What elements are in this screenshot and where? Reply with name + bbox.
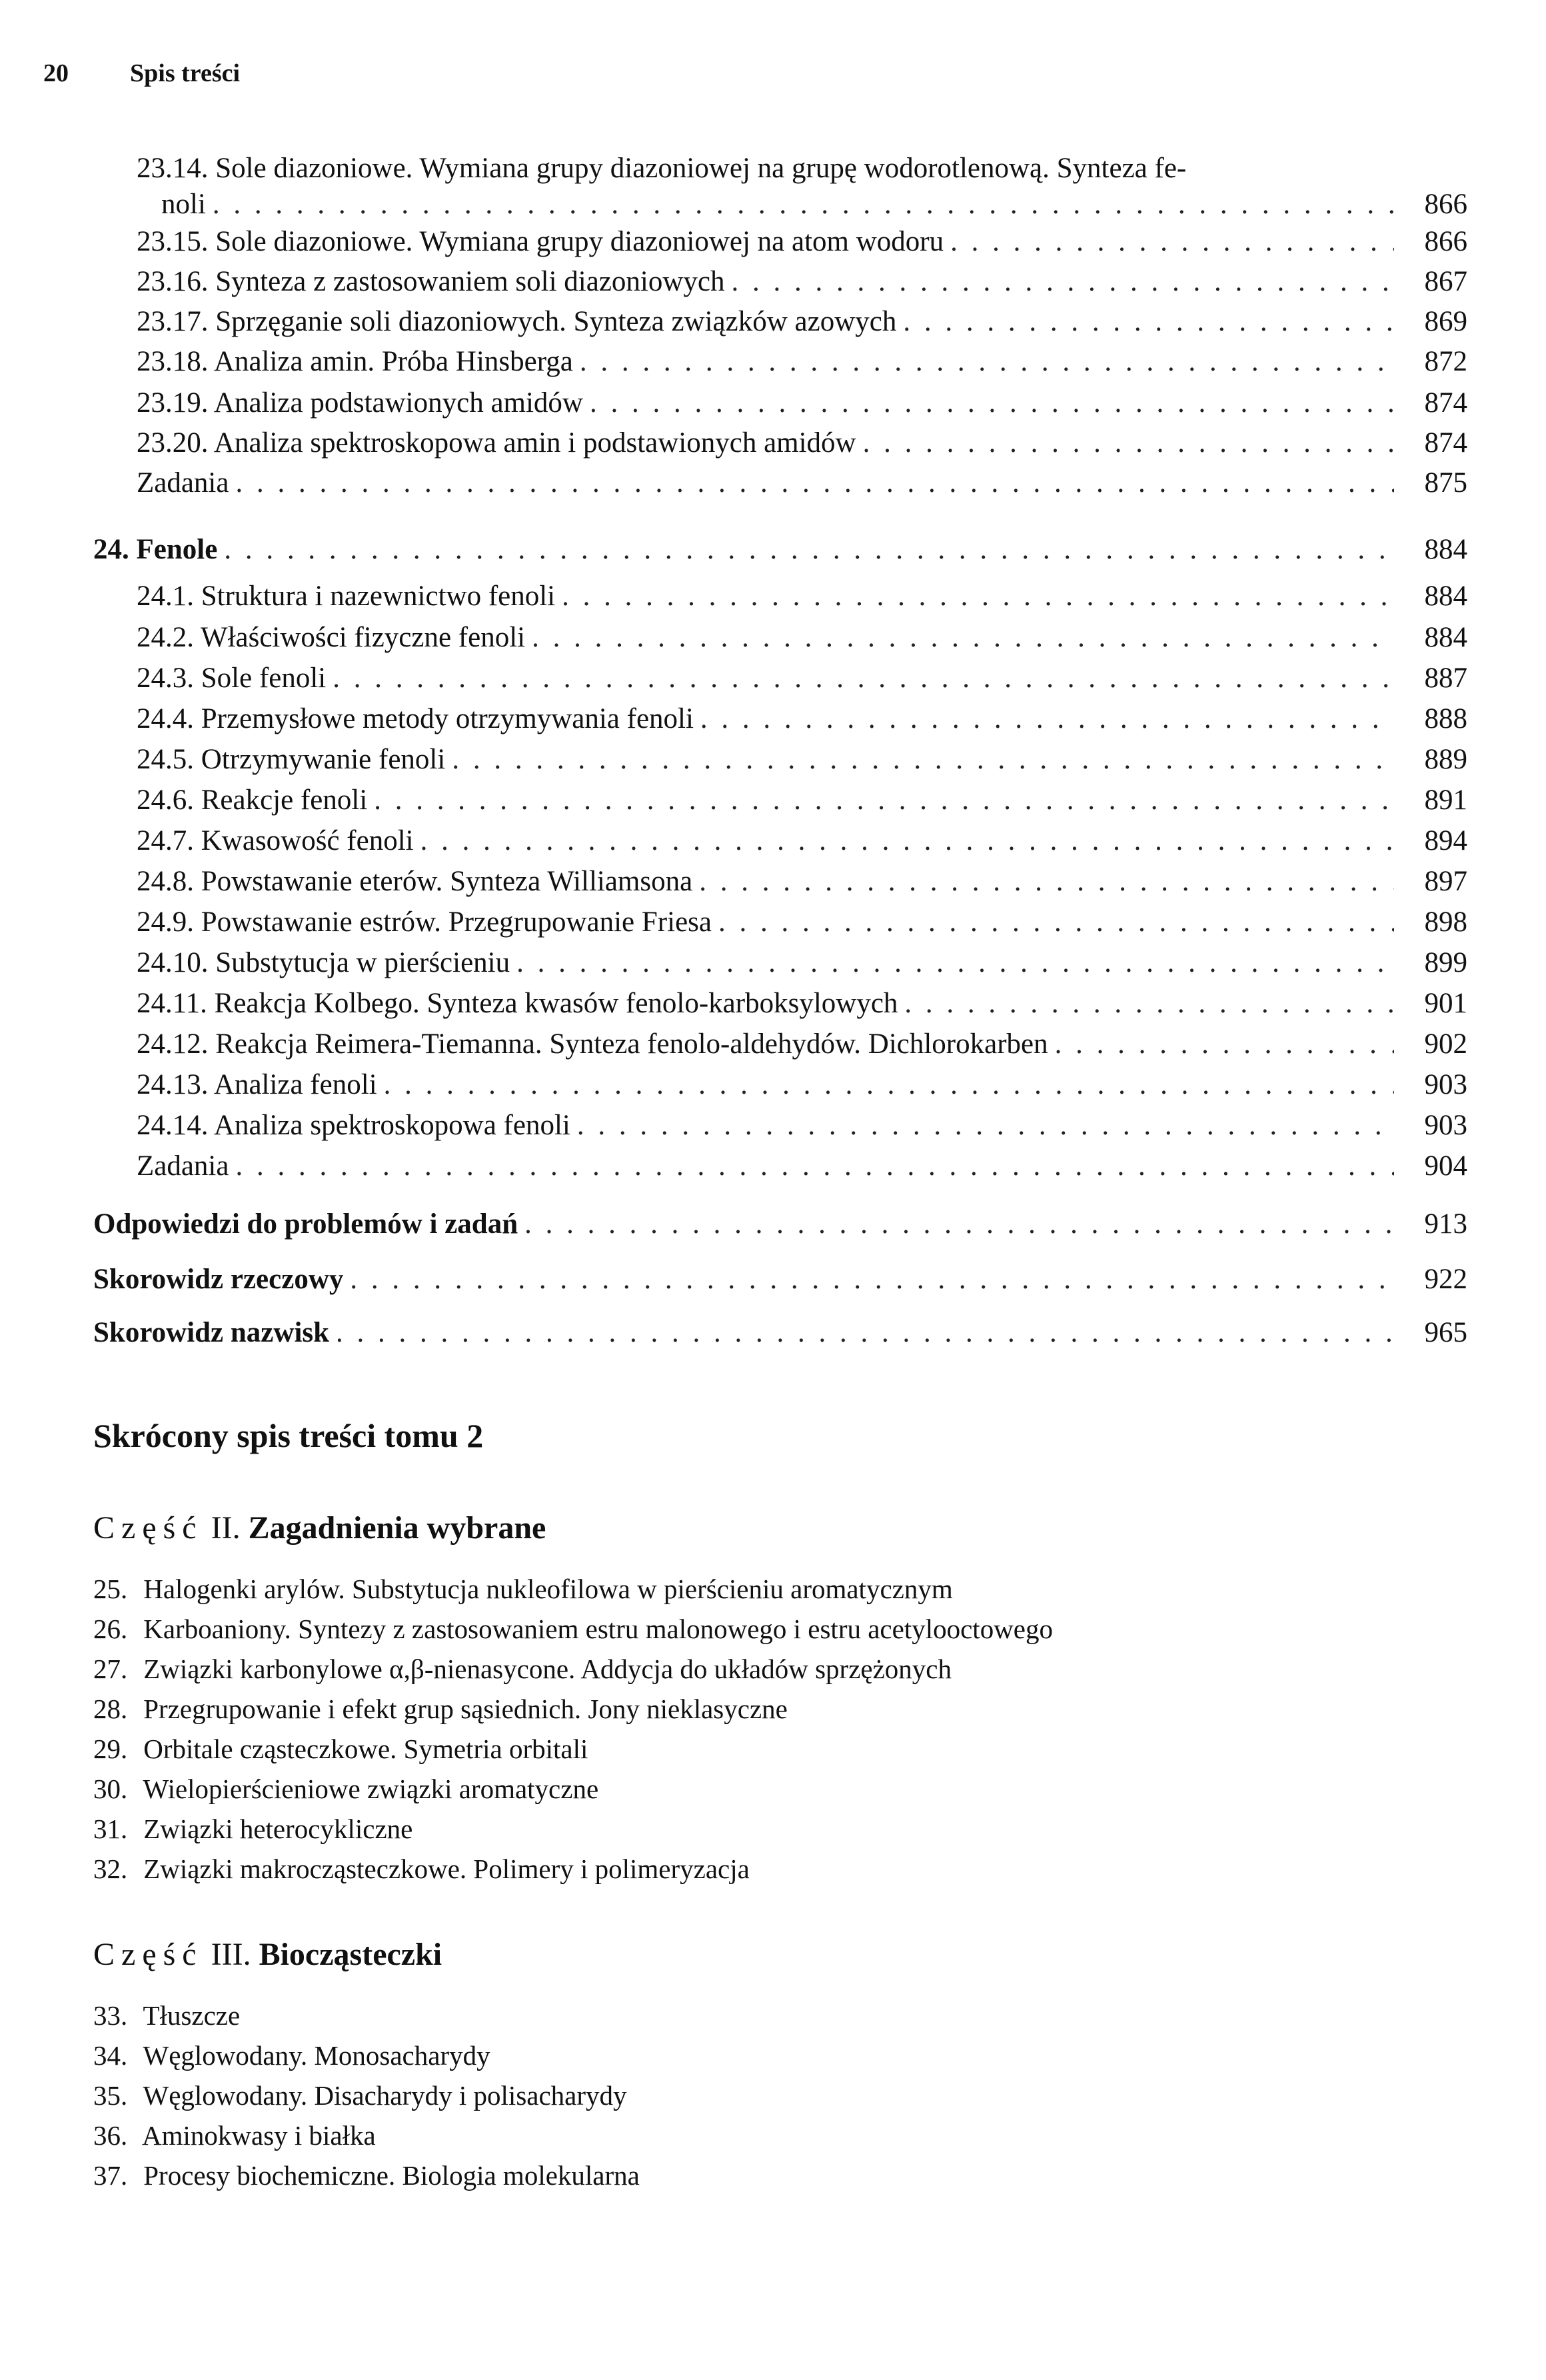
toc-entry-24-4: 24.4. Przemysłowe metody otrzymywania fenoli . . . 888 [137,702,1467,742]
page-header [43,59,240,88]
list-item: 33. Tłuszcze [93,2000,241,2031]
toc-entry-23-19: 23.19. Analiza podstawionych amidów . . . 874 [137,387,1467,427]
toc-entry-24-13: 24.13. Analiza fenoli . . . 903 [137,1068,1467,1108]
toc-entry-24-14: 24.14. Analiza spektroskopowa fenoli . . . 903 [137,1109,1467,1149]
toc-entry-23-18: 23.18. Analiza amin. Próba Hinsberga . . . 872 [137,345,1467,385]
part-3-heading: Część III. Biocząsteczki [93,1937,442,1972]
part-2-heading: Część II. Zagadnienia wybrane [93,1510,546,1546]
toc-entry-23-14: 23.14. Sole diazoniowe. Wymiana grupy diazoniowej na grupę wodorotlenową. Synteza fe- [137,153,1187,184]
list-item: 25. Halogenki arylów. Substytucja nukleofilowa w pierścieniu aromatycznym [93,1574,953,1604]
list-item: 28. Przegrupowanie i efekt grup sąsiednich. Jony nieklasyczne [93,1694,788,1724]
list-item: 37. Procesy biochemiczne. Biologia molekularna [93,2160,640,2191]
toc-entry-23-20: 23.20. Analiza spektroskopowa amin i podstawionych amidów . . . 874 [137,427,1467,467]
list-item: 36. Aminokwasy i białka [93,2120,376,2151]
toc-entry-24-zadania: Zadania . . . 904 [137,1150,1467,1190]
list-item: 29. Orbitale cząsteczkowe. Symetria orbitali [93,1734,588,1764]
short-toc-title: Skrócony spis treści tomu 2 [93,1417,484,1454]
toc-subject-index: Skorowidz rzeczowy . . . 922 [93,1263,1467,1303]
toc-name-index: Skorowidz nazwisk . . . 965 [93,1316,1467,1356]
toc-entry-24-11: 24.11. Reakcja Kolbego. Synteza kwasów fenolo-karboksylowych . . . 901 [137,987,1467,1027]
toc-entry-24-12: 24.12. Reakcja Reimera-Tiemanna. Synteza fenolo-aldehydów. Dichlorokarben . . . 902 [137,1028,1467,1068]
toc-entry-24-6: 24.6. Reakcje fenoli . . . 891 [137,784,1467,824]
toc-entry-24-3: 24.3. Sole fenoli . . . 887 [137,662,1467,702]
list-item: 32. Związki makrocząsteczkowe. Polimery i polimeryzacja [93,1853,750,1884]
toc-entry-24-1: 24.1. Struktura i nazewnictwo fenoli . . . 884 [137,580,1467,620]
list-item: 30. Wielopierścieniowe związki aromatyczne [93,1774,599,1804]
toc-entry-23-15: 23.15. Sole diazoniowe. Wymiana grupy diazoniowej na atom wodoru . . . 866 [137,225,1467,265]
toc-entry-23-16: 23.16. Synteza z zastosowaniem soli diazoniowych . . . 867 [137,265,1467,305]
list-item: 26. Karboaniony. Syntezy z zastosowaniem estru malonowego i estru acetylooctowego [93,1614,1054,1644]
running-title: Spis treści [130,59,241,87]
list-item: 34. Węglowodany. Monosacharydy [93,2040,490,2071]
toc-entry-24-9: 24.9. Powstawanie estrów. Przegrupowanie Friesa . . . 898 [137,906,1467,946]
toc-entry-23-14-cont: noli . . . 866 [161,188,1467,228]
toc-entry-24-7: 24.7. Kwasowość fenoli . . . 894 [137,824,1467,864]
toc-entry-24-8: 24.8. Powstawanie eterów. Synteza Williamsona . . . 897 [137,865,1467,905]
toc-entry-24-10: 24.10. Substytucja w pierścieniu . . . 899 [137,946,1467,986]
toc-entry-24-2: 24.2. Właściwości fizyczne fenoli . . . 884 [137,621,1467,661]
toc-entry-23-17: 23.17. Sprzęganie soli diazoniowych. Synteza związków azowych . . . 869 [137,305,1467,345]
toc-entry-23-zadania: Zadania . . . 875 [137,467,1467,507]
toc-entry-24-5: 24.5. Otrzymywanie fenoli . . . 889 [137,743,1467,783]
list-item: 27. Związki karbonylowe α,β-nienasycone. Addycja do układów sprzężonych [93,1654,952,1684]
page-number: 20 [43,59,69,87]
toc-answers: Odpowiedzi do problemów i zadań . . . 913 [93,1208,1467,1248]
toc-chapter-24: 24. Fenole . . . 884 [93,533,1467,573]
list-item: 35. Węglowodany. Disacharydy i polisacharydy [93,2080,627,2111]
list-item: 31. Związki heterocykliczne [93,1813,413,1844]
